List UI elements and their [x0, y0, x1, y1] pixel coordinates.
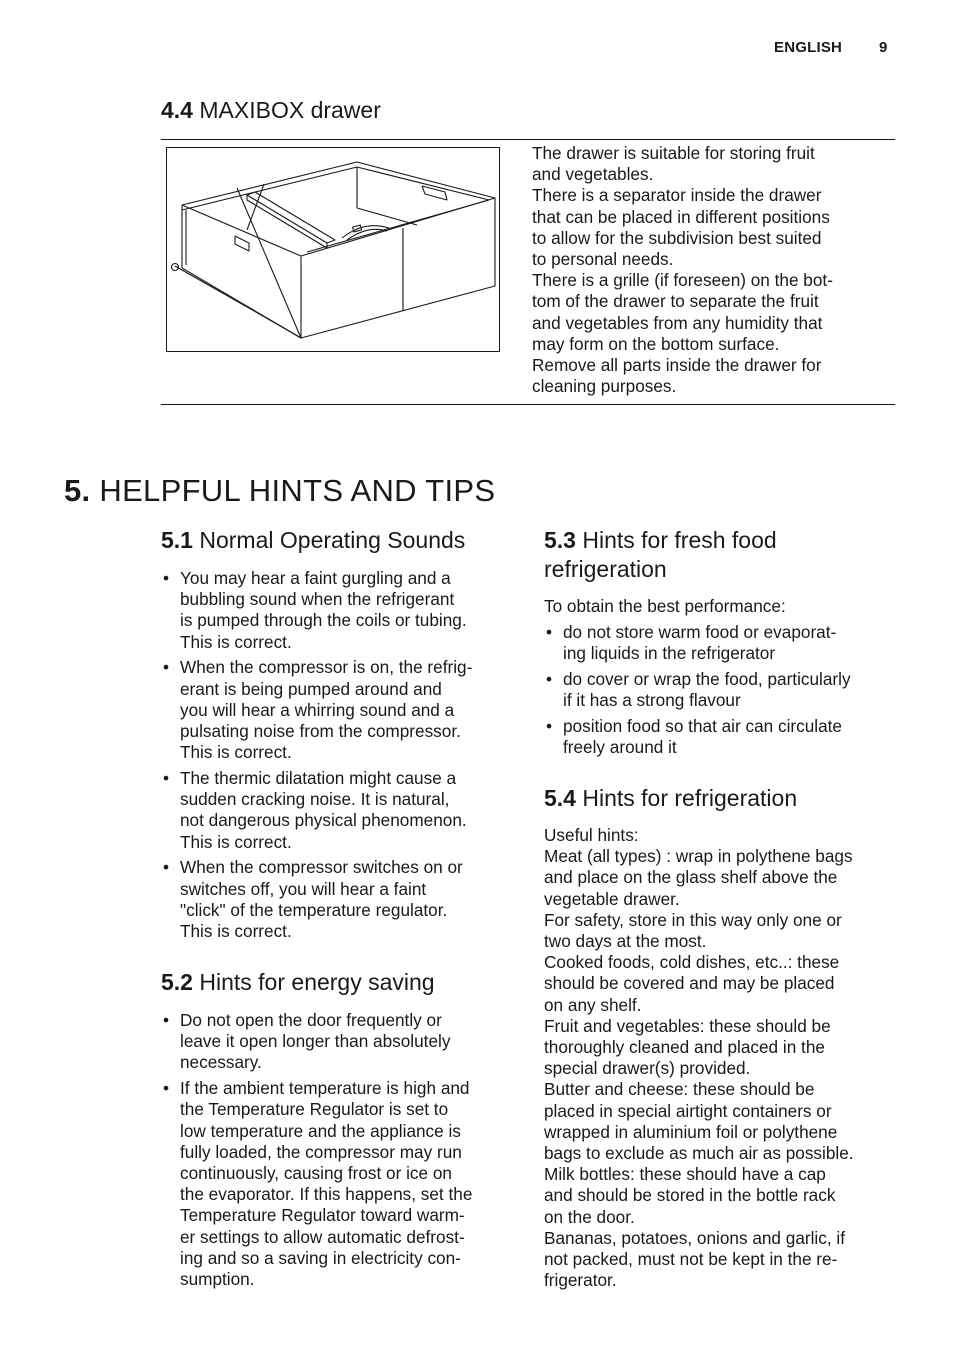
- text-line: leave it open longer than absolutely: [180, 1031, 451, 1052]
- section-title: refrigeration: [544, 556, 667, 582]
- section-5-3-list: [544, 622, 904, 763]
- table-bottom-rule: [161, 404, 895, 405]
- text-line: Meat (all types) : wrap in polythene bags: [544, 846, 853, 867]
- section-5-3-intro: To obtain the best performance:: [544, 596, 786, 616]
- text-line: There is a separator inside the drawer: [532, 185, 822, 206]
- table-top-rule: [161, 139, 895, 140]
- text-line: bubbling sound when the refrigerant: [180, 589, 455, 610]
- section-4-4-text: [532, 143, 894, 397]
- list-item: • do not store warm food or evaporat- ing liquids in the refrigerator: [546, 622, 837, 664]
- text-line: "click" of the temperature regulator.: [180, 899, 448, 920]
- section-title: Hints for refrigeration: [582, 785, 798, 811]
- text-line: Useful hints:: [544, 825, 639, 845]
- header-language: ENGLISH: [774, 39, 843, 56]
- text-line: not dangerous physical phenomenon.: [180, 810, 467, 831]
- section-5-2-heading: [161, 968, 435, 997]
- text-line: should be covered and may be placed: [544, 973, 835, 994]
- text-line: If the ambient temperature is high and: [180, 1078, 470, 1099]
- text-line: This is correct.: [180, 742, 292, 763]
- text-line: When the compressor switches on or: [180, 857, 463, 878]
- text-line: and should be stored in the bottle rack: [544, 1185, 836, 1206]
- text-line: There is a grille (if foreseen) on the bot-: [532, 270, 833, 291]
- text-line: ing and so a saving in electricity con-: [180, 1247, 461, 1268]
- text-line: low temperature and the appliance is: [180, 1120, 461, 1141]
- drawer-figure: [166, 147, 500, 352]
- text-line: er settings to allow automatic defrost-: [180, 1226, 465, 1247]
- text-line: ing liquids in the refrigerator: [563, 643, 776, 664]
- text-line: sudden cracking noise. It is natural,: [180, 789, 450, 810]
- list-item: • If the ambient temperature is high and the Temperature Regulator is set to low temperature and the appliance is fully loaded, the compressor may run continuously, causing frost or ice on the evaporator. If this happens, set the Temperature Regulator toward warm- er settings to allow automatic defrost- ing and so a saving in electricity con- sumption.: [163, 1078, 473, 1290]
- text-line: to personal needs.: [532, 249, 674, 270]
- list-item: • When the compressor switches on or switches off, you will hear a faint "click" of the temperature regulator. This is correct.: [163, 857, 463, 942]
- text-line: and vegetables.: [532, 164, 654, 185]
- list-item: • The thermic dilatation might cause a sudden cracking noise. It is natural, not dangerous physical phenomenon. This is correct.: [163, 768, 467, 852]
- chapter-title: HELPFUL HINTS AND TIPS: [99, 473, 496, 508]
- section-title: Hints for fresh food: [582, 527, 777, 553]
- section-number: 5.2: [161, 969, 193, 995]
- list-item: • Do not open the door frequently or leave it open longer than absolutely necessary.: [163, 1010, 451, 1073]
- chapter-heading: [64, 472, 495, 510]
- text-line: the Temperature Regulator is set to: [180, 1099, 449, 1120]
- text-line: to allow for the subdivision best suited: [532, 227, 822, 248]
- text-line: Do not open the door frequently or: [180, 1010, 442, 1030]
- text-line: the evaporator. If this happens, set the: [180, 1184, 473, 1205]
- text-line: on any shelf.: [544, 994, 642, 1015]
- section-5-1-heading: [161, 526, 465, 555]
- text-line: This is correct.: [180, 831, 292, 852]
- text-line: frigerator.: [544, 1270, 617, 1291]
- text-line: The drawer is suitable for storing fruit: [532, 143, 815, 163]
- text-line: on the door.: [544, 1206, 635, 1227]
- text-line: thoroughly cleaned and placed in the: [544, 1037, 825, 1058]
- text-line: necessary.: [180, 1052, 262, 1073]
- text-line: Temperature Regulator toward warm-: [180, 1205, 465, 1226]
- text-line: Remove all parts inside the drawer for: [532, 355, 822, 376]
- text-line: vegetable drawer.: [544, 888, 680, 909]
- text-line: Bananas, potatoes, onions and garlic, if: [544, 1227, 845, 1248]
- text-line: switches off, you will hear a faint: [180, 878, 427, 899]
- section-5-2-list: [161, 1010, 521, 1295]
- text-line: you will hear a whirring sound and a: [180, 699, 455, 720]
- section-number: 5.4: [544, 785, 576, 811]
- list-item: • do cover or wrap the food, particularly if it has a strong flavour: [546, 669, 851, 711]
- text-line: erant is being pumped around and: [180, 678, 442, 699]
- text-line: pulsating noise from the compressor.: [180, 721, 461, 742]
- text-line: do not store warm food or evaporat-: [563, 622, 837, 642]
- list-item: • When the compressor is on, the refrig- erant is being pumped around and you will hear a whirring sound and a pulsating noise from the compressor. This is correct.: [163, 657, 473, 763]
- section-5-4-heading: [544, 784, 797, 813]
- section-number: 5.3: [544, 527, 576, 553]
- text-line: sumption.: [180, 1269, 255, 1290]
- text-line: fully loaded, the compressor may run: [180, 1141, 462, 1162]
- section-title: MAXIBOX drawer: [199, 97, 381, 123]
- text-line: This is correct.: [180, 631, 292, 652]
- text-line: The thermic dilatation might cause a: [180, 768, 457, 789]
- list-item: • position food so that air can circulate freely around it: [546, 716, 842, 758]
- list-item: • You may hear a faint gurgling and a bubbling sound when the refrigerant is pumped through the coils or tubing. This is correct.: [163, 568, 467, 652]
- text-line: Butter and cheese: these should be: [544, 1079, 815, 1100]
- text-line: position food so that air can circulate: [563, 716, 842, 736]
- section-5-1-list: [161, 568, 521, 947]
- text-line: do cover or wrap the food, particularly: [563, 669, 851, 689]
- text-line: tom of the drawer to separate the fruit: [532, 291, 819, 312]
- chapter-number: 5.: [64, 473, 91, 508]
- page-number: 9: [879, 39, 888, 56]
- text-line: Fruit and vegetables: these should be: [544, 1015, 831, 1036]
- text-line: and vegetables from any humidity that: [532, 312, 823, 333]
- section-5-4-text: [544, 825, 906, 1291]
- text-line: may form on the bottom surface.: [532, 333, 780, 354]
- text-line: and place on the glass shelf above the: [544, 867, 838, 888]
- text-line: continuously, causing frost or ice on: [180, 1163, 452, 1184]
- text-line: Milk bottles: these should have a cap: [544, 1164, 826, 1185]
- text-line: freely around it: [563, 737, 677, 758]
- text-line: cleaning purposes.: [532, 376, 677, 397]
- text-line: is pumped through the coils or tubing.: [180, 610, 467, 631]
- text-line: Cooked foods, cold dishes, etc..: these: [544, 952, 840, 973]
- text-line: You may hear a faint gurgling and a: [180, 568, 451, 588]
- text-line: two days at the most.: [544, 931, 707, 952]
- drawer-illustration-icon: [167, 148, 499, 351]
- text-line: if it has a strong flavour: [563, 690, 741, 711]
- section-title: Hints for energy saving: [199, 969, 435, 995]
- text-line: not packed, must not be kept in the re-: [544, 1249, 838, 1270]
- text-line: When the compressor is on, the refrig-: [180, 657, 473, 678]
- section-number: 4.4: [161, 97, 193, 123]
- section-4-4-heading: [161, 96, 381, 125]
- section-number: 5.1: [161, 527, 193, 553]
- text-line: placed in special airtight containers or: [544, 1100, 832, 1121]
- text-line: special drawer(s) provided.: [544, 1058, 751, 1079]
- text-line: This is correct.: [180, 921, 292, 942]
- text-line: For safety, store in this way only one or: [544, 909, 842, 930]
- text-line: wrapped in aluminium foil or polythene: [544, 1121, 838, 1142]
- text-line: bags to exclude as much air as possible.: [544, 1143, 854, 1164]
- section-5-3-heading: [544, 526, 904, 584]
- section-title: Normal Operating Sounds: [199, 527, 466, 553]
- text-line: that can be placed in different positions: [532, 206, 830, 227]
